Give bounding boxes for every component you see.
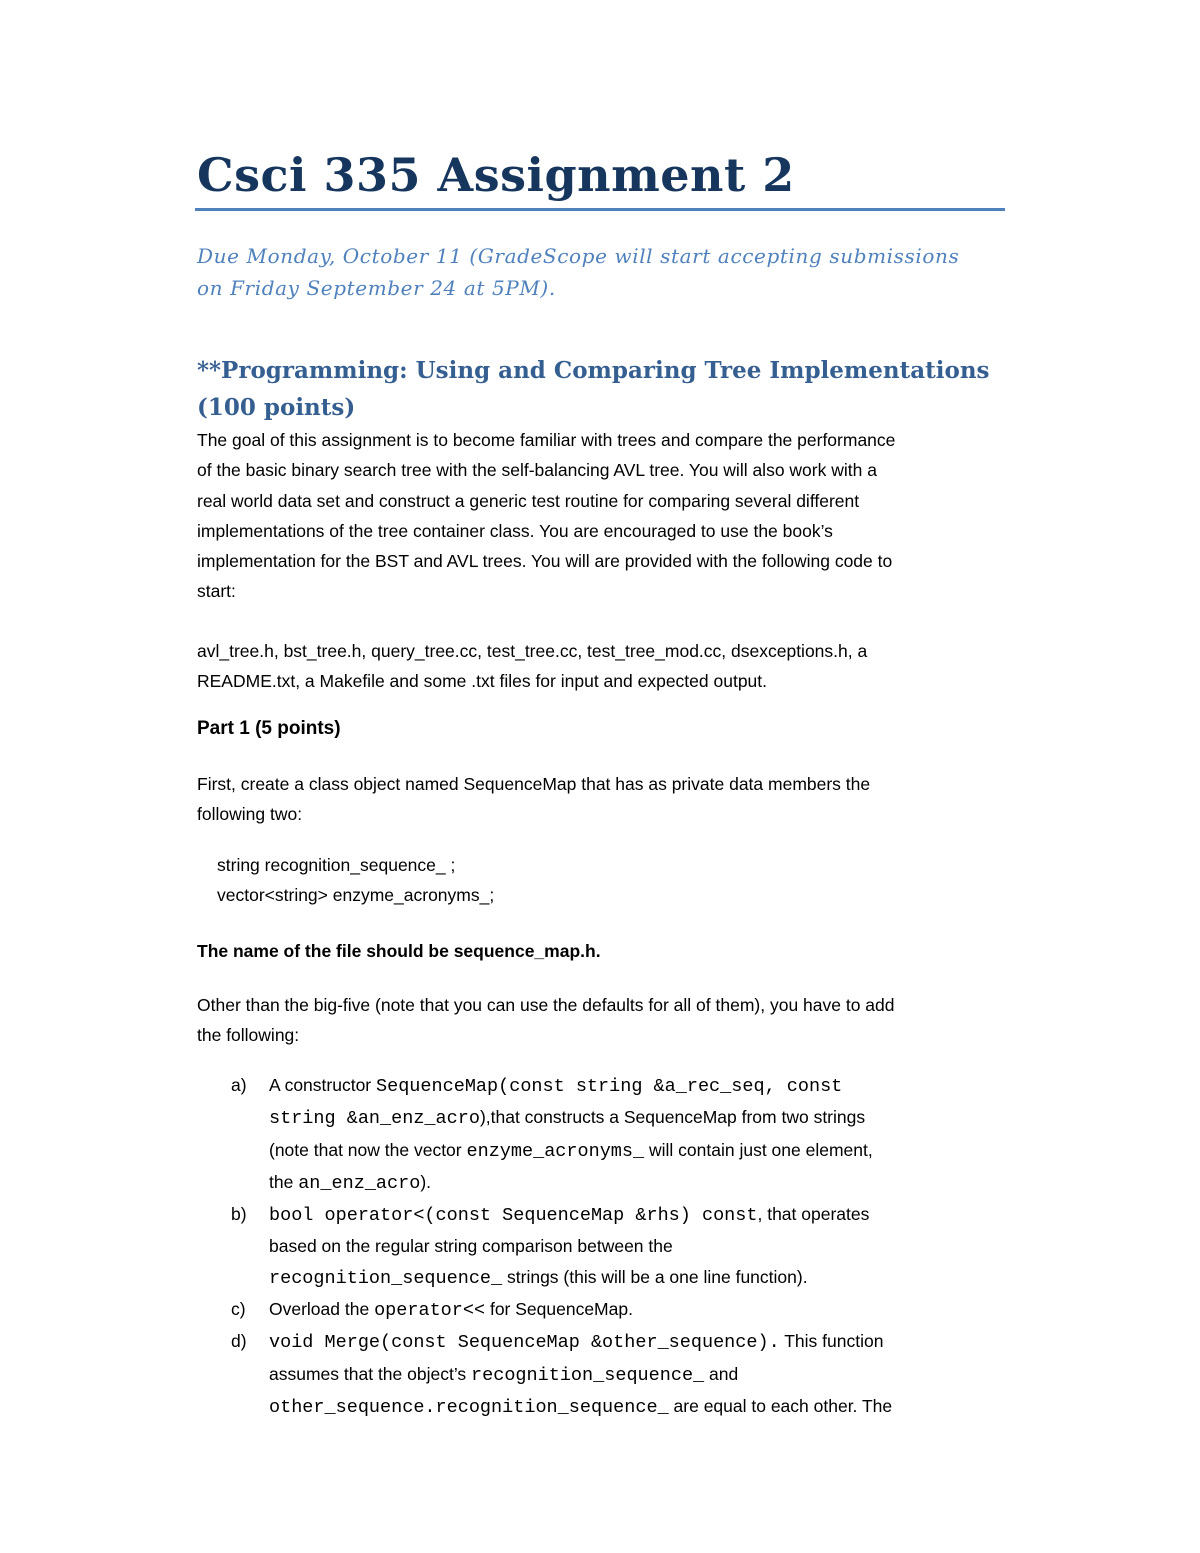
files-line: avl_tree.h, bst_tree.h, query_tree.cc, test_tree.cc, test_tree_mod.cc, dsexceptions.h, a: [197, 641, 868, 661]
part1-intro-line: following two:: [197, 804, 303, 825]
list-item-line: [269, 1231, 1017, 1261]
list-item-c: [197, 1294, 1017, 1326]
provided-files-paragraph: [197, 636, 1017, 697]
inline-code: SequenceMap(const string &a_rec_seq, const: [376, 1076, 843, 1097]
list-item-text: ),that constructs a SequenceMap from two strings: [479, 1107, 866, 1128]
part1-intro-paragraph: [197, 769, 1017, 830]
list-marker: a): [231, 1075, 247, 1095]
list-item-line: [269, 1167, 1017, 1199]
list-item-text: the: [269, 1171, 299, 1192]
list-item-text: for SequenceMap.: [485, 1299, 633, 1320]
list-item-line: [269, 1135, 1017, 1167]
inline-code: an_enz_acro: [298, 1172, 421, 1194]
inline-code: other_sequence.recognition_sequence_: [269, 1396, 669, 1418]
list-item-text: are equal to each other. The: [668, 1395, 893, 1416]
list-item-a: [197, 1070, 1017, 1199]
inline-code: recognition_sequence_: [269, 1267, 503, 1289]
requirements-list: [197, 1070, 1017, 1423]
intro-line: start:: [197, 581, 236, 602]
list-item-text: , that operates: [757, 1204, 870, 1225]
list-marker: b): [231, 1204, 247, 1225]
big-five-paragraph: [197, 990, 1017, 1051]
due-line-2: on Friday September 24 at 5PM).: [197, 276, 556, 300]
intro-line: implementations of the tree container class. You are encouraged to use the book’s: [197, 520, 833, 541]
list-item-text: and: [704, 1363, 739, 1384]
section-heading-line-1: **Programming: Using and Comparing Tree Implementations: [197, 357, 990, 384]
intro-paragraph: [197, 425, 1017, 607]
list-item-d: [197, 1326, 1017, 1423]
due-date-note: [197, 240, 1007, 304]
title-underline: [195, 208, 1005, 211]
due-line-1: Due Monday, October 11 (GradeScope will start accepting submissions: [197, 244, 960, 268]
inline-code: bool operator<(const SequenceMap &rhs) const: [269, 1205, 758, 1227]
inline-code: operator<<: [374, 1300, 486, 1322]
filename-note: The name of the file should be sequence_map.h.: [197, 941, 601, 961]
intro-line: real world data set and construct a generic test routine for comparing several different: [197, 490, 860, 511]
list-item-text: A constructor: [269, 1075, 376, 1095]
list-item-line: [269, 1199, 1017, 1231]
list-item-line: [269, 1391, 1017, 1423]
intro-line: The goal of this assignment is to become familiar with trees and compare the performance: [197, 430, 896, 450]
inline-code: string &an_enz_acro: [269, 1108, 480, 1130]
list-item-text: will contain just one element,: [644, 1139, 873, 1160]
data-members-block: [217, 850, 494, 911]
intro-line: of the basic binary search tree with the self-balancing AVL tree. You will also work with a: [197, 460, 877, 481]
data-member-line: vector<string> enzyme_acronyms_;: [217, 885, 495, 906]
list-item-line: [269, 1070, 1017, 1102]
section-heading: [197, 352, 1007, 426]
list-item-line: [269, 1102, 1017, 1134]
inline-code: void Merge(const SequenceMap &other_sequence).: [269, 1332, 780, 1354]
list-item-text: ).: [420, 1171, 432, 1192]
intro-line: implementation for the BST and AVL trees. You will are provided with the following code to: [197, 551, 893, 572]
list-item-text: This function: [779, 1331, 884, 1352]
document-title: Csci 335 Assignment 2: [197, 148, 795, 202]
inline-code: recognition_sequence_: [471, 1364, 705, 1386]
big-five-line: the following:: [197, 1025, 300, 1046]
inline-code: enzyme_acronyms_: [466, 1140, 645, 1162]
part1-heading: Part 1 (5 points): [197, 718, 341, 739]
data-member-line: string recognition_sequence_ ;: [217, 855, 456, 875]
list-item-line: [269, 1262, 1017, 1294]
part1-intro-line: First, create a class object named SequenceMap that has as private data members the: [197, 774, 871, 794]
list-marker: d): [231, 1331, 247, 1352]
list-item-text: strings (this will be a one line function).: [502, 1266, 808, 1287]
list-item-line: [269, 1359, 1017, 1391]
list-item-text: (note that now the vector: [269, 1139, 467, 1160]
list-item-text: assumes that the object’s: [269, 1363, 472, 1384]
list-item-text: Overload the: [269, 1299, 375, 1320]
list-item-line: [269, 1326, 1017, 1358]
list-marker: c): [231, 1299, 246, 1320]
list-item-text: based on the regular string comparison between the: [269, 1236, 673, 1257]
section-heading-line-2: (100 points): [197, 394, 356, 421]
list-item-b: [197, 1199, 1017, 1294]
files-line: README.txt, a Makefile and some .txt files for input and expected output.: [197, 671, 768, 692]
big-five-line: Other than the big-five (note that you can use the defaults for all of them), you have to add: [197, 995, 895, 1015]
list-item-line: [269, 1294, 1017, 1326]
